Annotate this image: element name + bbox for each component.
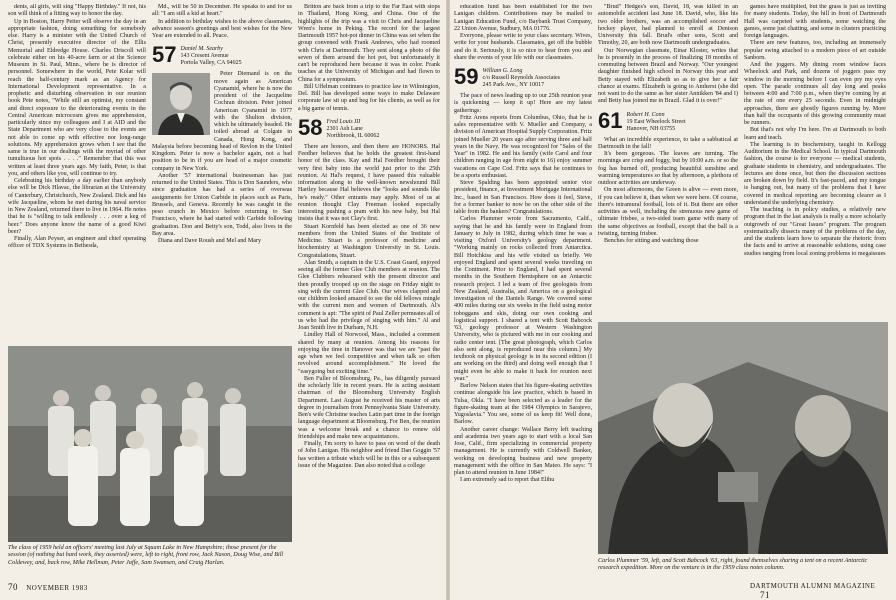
paragraph: The learning is in biochemistry, taught in Kellogg Auditorium in the Medical School. In typical Dartmouth fashion, the course is for everyone — medical students, graduate students in chemistry, and undergraduates. The lectures are done once, but then the discussion sections are broken down by field. It's fast-paced, and my tongue is hanging out, but many of the problems that I have covered in medical reporting are becoming clearer as I understand the underlying chemistry. bbox=[744, 141, 886, 206]
paragraph: Everyone, please write to your class secretary. Wives, write for your husbands. Classmates, get off the bubble and do it. Seriously, it is so nice to hear from you and share the events of your life with our classmates. bbox=[454, 33, 592, 61]
paragraph: What an incredible experience, to take a sabbatical at Dartmouth in the fall! bbox=[598, 136, 738, 150]
paragraph: Diana and Dave Roush and Mel and Mary bbox=[158, 238, 262, 244]
paragraph: Our Norwegian classmate, Einar Kloster, writes that he is presently in the process of finalizing 18 months of commuting between Brazil and Norway. "Our youngest daughter finished high school in Norway this year and Betty stayed with Elizabeth so as to give her a fair chance at exams. Elizabeth is going to Amherst (she did not want to do the same as her sister Annikken '84 and I) and Betty has joined me in Brazil. Glad it is over!" bbox=[598, 47, 738, 105]
paragraph: education fund has been established for the two Lanigan children. Contributions may be mailed to Lanigan Education Fund, c/o Baybank Trust Company, 22 Union Avenue, Sudbury, MA 01776. bbox=[454, 4, 592, 32]
paragraph: Celebrating his birthday a day earlier than anybody else will be Dick Hlavac, the librarian at the University of Canterbury, Christchurch, New Zealand. Dick and his wife Jacqueline, whom he met during his naval service in New Zealand, returned there to live in 1964. He notes that he is "willing to talk endlessly . . . over a keg of beer." Does anyone know the name of a good Kiwi beer? bbox=[8, 178, 146, 235]
class-59-header bbox=[454, 66, 592, 89]
class-58-header bbox=[298, 114, 440, 140]
paragraph: games have multiplied, but the grass is just as inviting for many students. Today, the hill in front of Dartmouth Hall was carpeted with students, some watching the games, some just chatting, and some in clusters practicing foreign languages. bbox=[744, 4, 886, 39]
paragraph: Finally, Alan Peyser, an engineer and chief operating officer of TDX Systems in Bethesda, bbox=[8, 236, 146, 250]
class-58-secretary: Fred Louis III bbox=[326, 118, 361, 125]
class-61-number: 61 bbox=[598, 107, 623, 133]
paragraph: dents, all girls, will sing "Happy Birthday." If not, his son will think of a fitting way to honor the day. bbox=[8, 4, 146, 18]
antarctic-tent-photo bbox=[598, 322, 888, 554]
class-57-address-2: Portola Valley, CA 94025 bbox=[180, 60, 242, 67]
class-58-address-2: Northbrook, IL 60062 bbox=[326, 132, 380, 139]
class-61-secretary: Robert H. Conn bbox=[626, 111, 665, 118]
right-col1-text bbox=[454, 4, 592, 62]
paragraph: Peter Diemand is on the move again as American Cyanamid, where he is now the president of the Jacqueline Cochran division. Peter joined American Cyanamid in 1977 with the Shulton division, which he ultimately headed. He toiled abroad at Colgate in Canada, Hong Kong, and Malaysia before becoming head of Revlon in the United Kingdom. Peter is now a bachelor again, not a bad position to be in if you are head of a major cosmetic company in New York. bbox=[152, 71, 292, 172]
paragraph: There are honors, and then there are HONORS. Hal Feedher believes that he holds the greatest first-hand honor of the class. Kay and Hal Feedher brought their very first baby into the world just prior to the 25th reunion. At Hal's request, I have passed this valuable information along to the well-known newshound Bill Hartley because Hal believes the "looks and sounds like he's ready." Other entrants may apply. Most of us at reunion thought Clay Freeman looked especially interesting pushing a pram with his new baby, but Hal insists that it was not Clay's first. bbox=[298, 143, 440, 223]
class-59-number: 59 bbox=[454, 64, 479, 89]
left-col3-text bbox=[298, 4, 440, 113]
class-59-secretary: William G. Long bbox=[482, 68, 523, 74]
class-61-address-2: Hanover, NH 03755 bbox=[626, 125, 676, 132]
left-page-number: 70 bbox=[8, 582, 18, 592]
left-column-1 bbox=[8, 4, 146, 349]
right-col1-body-text bbox=[454, 93, 592, 485]
class-57-address-1: 143 Cresent Avenue bbox=[180, 53, 229, 60]
tent-photo-caption: Carlos Plummer '59, left, and Scott Babcock '63, right, found themselves sharing a tent on a recent Antarctic research expedition. More on the venture is in the 1959 class notes column. bbox=[598, 557, 868, 572]
right-col2-text bbox=[598, 4, 738, 106]
paragraph: Md., will be 50 in December. He speaks to and for us all: "I am still a kid at heart." bbox=[152, 4, 292, 18]
class-57-secretary: Daniel M. Searby bbox=[180, 46, 223, 53]
class-58-address-1: 2301 Ash Lane bbox=[326, 125, 363, 132]
paragraph: There are new features, too, including an immensely popular swing attached to a modern piece of art outside Sanborn. bbox=[744, 40, 886, 61]
paragraph: Barlow Nelson states that his figure-skating activities continue alongside his law practice, which is based in Tulsa, Okla. "I have been selected as a leader for the figure-skating team at the 1984 Olympics in Sarajevo, Yugoslavia." You see, some of us keep fit! Well done, Barlow. bbox=[454, 383, 592, 426]
right-page bbox=[450, 0, 896, 600]
class-59-address-2: 245 Park Ave., NY 10017 bbox=[482, 82, 545, 88]
paragraph: Steve Spalding has been appointed senior vice president, finance, at Investment Mortgage International Inc., based in San Francisco. How does it feel, Steve, for a former banker to now be on the other side of the table from the bankers? Congratulations. bbox=[454, 180, 592, 215]
paragraph: In addition to birthday wishes to the above classmates, advance season's greetings and best wishes for the New Year are extended to all. Peace. bbox=[152, 18, 292, 39]
paragraph: The teaching is in policy studies, a relatively new program that in the last analysis is really a more scholarly outgrowth of our "Great Issues" program. The program systematically dissects many of the problems of the day, and the students learn how to separate the rhetoric from the facts and to arrive at reasonable solutions, using case studies ranging from local zoning problems to megaissues bbox=[744, 207, 886, 257]
paragraph: Carlos Plummer wrote from Sacramento, Calif., saying that he and his family were in England from January to July in 1982, during which time he was a visiting Oxford University's geology department. "Working mainly on rocks collected from Antarctica. Bill Hotchkiss and his wife visited us briefly. We enjoyed England and spent several weeks traveling on the Continent. Prior to England, I had spent several months in the Southern Hemisphere on an Antarctic research project. I led a team of five geologists from New Zealand, Australia, and America on a geological investigation of the Daniels Range. We covered some 400 miles during our six weeks in the field using motor toboggans and skis, doing our own cooking and logistical support. I shared a tent with Scott Babcock '63, geology professor at Western Washington University, who is pictured with me in our cooking and radio center tent. [The great photograph, which Carlos also sent along, is reproduced near this column.] My textbook on physical geology is in its second edition (I am working on the third) and doing well enough that I might even be able to make it back for reunion next year." bbox=[454, 216, 592, 382]
paragraph: Ben Fuller of Bloomsburg, Pa., has diligently pursued the scholarly life in recent years. He is acting assistant chairman of the Bloomsburg University English Department. Last August he received his master of arts degree in journalism from Pennsylvania State University. Ben's wife Christine teaches Latin part time in the foreign language department at Bloomsburg. For Ben, the reunion was a welcome break and a chance to renew old friendships and make new acquaintances. bbox=[298, 375, 440, 440]
left-col2-top-text bbox=[152, 4, 292, 40]
left-issue-date: NOVEMBER 1983 bbox=[26, 584, 88, 592]
class-57-number: 57 bbox=[152, 42, 177, 68]
left-column-3 bbox=[298, 4, 440, 578]
right-column-2 bbox=[598, 4, 738, 320]
left-col3-body-text bbox=[298, 144, 440, 470]
class-61-address-1: 19 East Wheelock Street bbox=[626, 118, 686, 125]
paragraph: I am extremely sad to report that Elihu bbox=[460, 477, 555, 484]
paragraph: It's been gorgeous. The leaves are turning. The mornings are crisp and foggy, but by 10:00 a.m. or so the fog has burned off, producing beautiful sunshine and warming temperatures so that by afternoon, a plethora of outdoor activities are underway. bbox=[598, 151, 738, 186]
paragraph: Finally, I'm sorry to have to pass on word of the death of John Lanigan. His neighbor and friend Dan Goggin '57 has written a tribute which will be in this or a subsequent issue of the Magazine. Dan also noted that a college bbox=[298, 441, 440, 469]
class-1959-group-photo bbox=[8, 346, 292, 542]
paragraph: The pace of news leading up to our 25th reunion year is quickening — keep it up! Here are my latest gatherings: bbox=[454, 93, 592, 114]
left-column-2 bbox=[152, 4, 292, 344]
right-magazine-title: DARTMOUTH ALUMNI MAGAZINE bbox=[750, 582, 876, 590]
portrait-photo bbox=[152, 73, 210, 135]
paragraph: Another career change: Wallace Berry left teaching and academia two years ago to start with a local San Jose, Calif., firm specializing in commercial property management. He is currently with Coldwell Banker, working on developing business and new property management with the office in San Mateo. He says: "I plan to attend reunion in June 1984!" bbox=[454, 426, 592, 476]
right-column-1 bbox=[454, 4, 592, 578]
paragraph: Lindley Hall of Norwood, Mass., included a comment shared by many at reunion. Among his reasons for enjoying the time in Hanover was that we are "past the age when we feel competitive and when talk so often revolved around accomplishment." He loved the "easygoing but exciting time." bbox=[298, 332, 440, 375]
left-footer bbox=[8, 582, 88, 592]
paragraph: And the joggers. My dining room window faces Wheelock and Park, and dozens of joggers pass my window in the morning before I can even pry my eyes open. The parade continues all day long and peaks between 4:00 and 7:00 p.m., when they're coming by at the rate of one every 25 seconds. Even in midnight approaches, there are ghostly figures running by. More than half the occupants of this growing community must be runners. bbox=[744, 62, 886, 126]
right-col2-body-text bbox=[598, 137, 738, 246]
paragraph: Another '57 international businessman has just returned to the United States. This is Don Saunders, who since graduation has had a series of overseas assignments for Union Carbide in places such as Paris, Brussels, and Geneva. Recently he was caught in the peso crunch in Mexico before returning to San Francisco, where he had started with Carbide following graduation. Don and Betty's son, Todd, also lives in the Bay area. bbox=[152, 172, 292, 237]
paragraph: Up in Boston, Harry Petter will observe the day in an appropriate fashion, doing something for somebody else. Harry is a minister with the United Church of Christ, presently executive director of the Ellis Memorial and Eldredge House. Charles Driscoll will celebrate either on his 40-acre farm or at the Science Museum in St. Paul, Minn., where he is director of personnel. Somewhere in the world, Pete Kolar will reach the half-century mark as an Agency for International Development representative. In a prophetic and disturbing observation in our reunion book Pete notes, "While still an optimist, my constant and direct exposure to the deteriorating events in the Central American microcosm gives me apprehension, particularly since my colleagues and I at AID and the State Department who are very close to the events are not able to come up with effective nor long-range solutions. My apprehension grows when I see that the same is true in our dealings with the myriad of other tumultuous hot spots . . . ." Remember that this was written at least three years ago. My faith, Peter, is that you, and others like you, will continue to try. bbox=[8, 18, 146, 177]
class-59-address-1: c/o Russell Reynolds Associates bbox=[482, 75, 560, 81]
left-col1-text bbox=[8, 4, 146, 251]
paragraph: Fritz Arens reports from Columbus, Ohio, that he is sales representative with V. Mueller and Company, a division of American Hospital Supply Corporation. Fritz joined Mueller 20 years ago after serving three and half years in the Navy. He was recognized for "Sales of the Year" in 1982. He and his family (wife Carol and four children ranging in age from eight to 16) enjoy summer vacations on Cape Cod. Fritz says that he continues to be a sports enthusiast. bbox=[454, 114, 592, 179]
class-58-number: 58 bbox=[298, 114, 323, 140]
paragraph: But that's not why I'm here. I'm at Dartmouth to both learn and teach. bbox=[744, 127, 886, 141]
paragraph: On most afternoons, the Green is alive — even more, if you can believe it, than when we were here. Of course, there's intramural football, lots of it. But there are other activities as well, including the strenuous new game of ultimate frisbee, a two-sided team game with many of the same objectives as football, except that the ball is a twisting, turning frisbee. bbox=[598, 187, 738, 237]
paragraph: Stuart Kornfeld has been elected as one of 36 new members from the United States of the Institute of Medicine. Stuart is a professor of medicine and biochemistry at Washington University in St. Louis. Congratulations, Stuart. bbox=[298, 223, 440, 259]
right-column-3 bbox=[744, 4, 886, 320]
left-page bbox=[0, 0, 446, 600]
right-col3-text bbox=[744, 4, 886, 258]
group-photo-caption: The class of 1959 held an officers' meeting last July at Squam Lake in New Hampshire; those present for the session (of nothing but hard work, they asserted) were, left to right, front row, Jack Nason, Doug Wise, and Bill Coldewey, and, back row, Mike Hellman, Peter Jaffe, Sam Swansen, and Craig Harlan. bbox=[8, 544, 284, 566]
paragraph: Britton are back from a trip to the Far East with stops in Thailand, Hong Kong, and China. One of the highlights of the trip was a visit to Chris and Jacqueline Wren's home in Peking. The record for the largest Dartmouth 1957 hot-pot dinner in China was set when the group convened with Frank Andrews, who had roomed with Chris at Dartmouth. They sent along a photo of the seven of them around the hot pot, but unfortunately it can't be reproduced here because it was in color. Frank teaches at the University of Michigan and had flown to China for a symposium. bbox=[298, 4, 440, 83]
class-57-header bbox=[152, 44, 292, 67]
paragraph: "Brud" Hedges's son, David, 18, was killed in an automobile accident last June 18. David, who, like his two older brothers, was an accomplished soccer and hockey player, had planned to enroll at Denison University this fall. Brud's other sons, Scott and Timothy, 20, are both now Dartmouth undergraduates. bbox=[598, 4, 738, 47]
right-page-number: 71 bbox=[760, 590, 770, 600]
paragraph: Alan Smith, a captain in the U.S. Coast Guard, enjoyed seeing all the former Glee Club members at reunion. The Glee Clubbers rehearsed with the present director and then proudly trooped up on the stage on Friday night to sing with the current Glee Club. Our wives clapped and our children looked amazed to see the old fellows mingle with the current men and women of Dartmouth. Al's comment is apt: "The spirit of Paul Zeller permeates all of us who had the privilege of singing with him." Al and Joan Smith live in Durham, N.H. bbox=[298, 259, 440, 331]
paragraph: Bill Uffelman continues to practice law in Wilmington, Del. Bill has developed some ways to make Delaware corporate law sit up and beg for his clients, as well as for a big game of tennis. bbox=[298, 83, 440, 112]
class-61-header bbox=[598, 107, 738, 133]
right-footer bbox=[750, 582, 896, 600]
paragraph: Benches for sitting and watching those bbox=[604, 238, 699, 244]
